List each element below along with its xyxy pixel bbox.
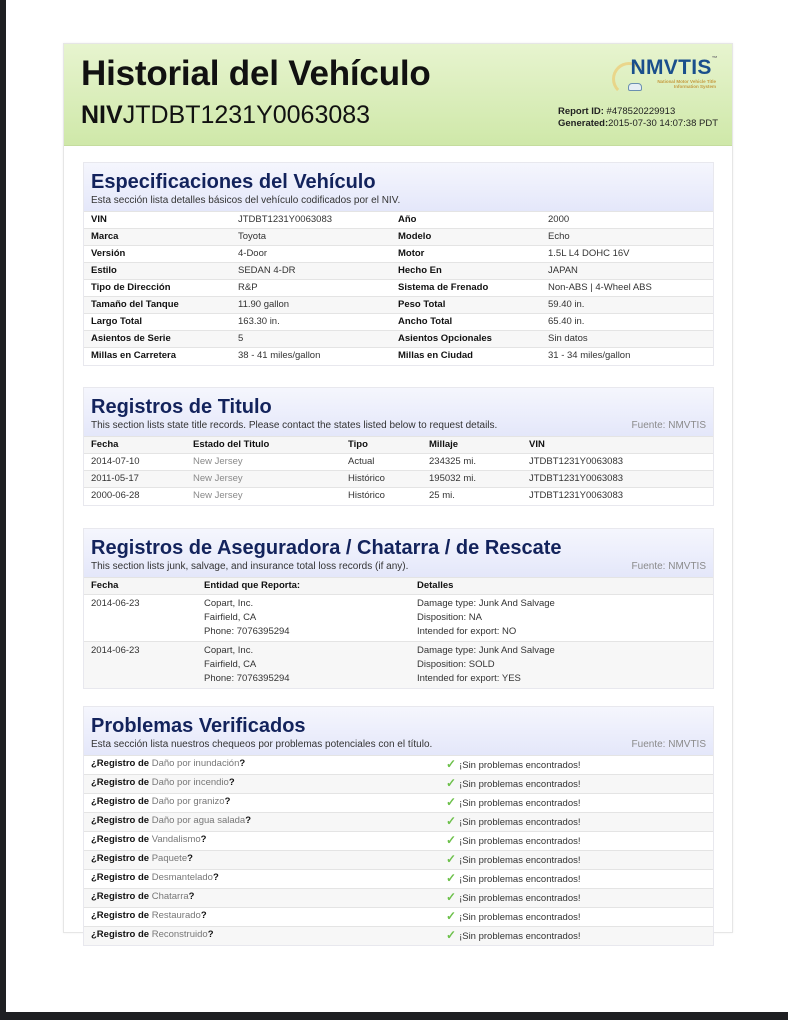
spec-label: Millas en Ciudad (391, 348, 541, 365)
spec-row (84, 263, 713, 280)
spec-value: 163.30 in. (231, 314, 391, 331)
check-result-text: ¡Sin problemas encontrados! (459, 855, 581, 866)
check-prefix: ¿Registro de (91, 777, 152, 788)
spec-value: Sin datos (541, 331, 713, 348)
logo-subtitle-1: National Motor Vehicle Title (657, 79, 716, 84)
table-cell: Histórico (341, 471, 422, 488)
check-row (84, 813, 713, 832)
checkmark-icon: ✓ (446, 757, 457, 771)
document-page (6, 0, 788, 1012)
check-question (84, 775, 439, 794)
spec-label: Sistema de Frenado (391, 280, 541, 297)
check-topic: Restaurado (151, 910, 201, 921)
check-topic: Daño por incendio (151, 777, 229, 788)
entity-line: Fairfield, CA (204, 659, 257, 670)
column-header: Detalles (410, 578, 713, 595)
salvage-records-header (84, 529, 713, 577)
check-row (84, 851, 713, 870)
detail-line: Intended for export: NO (417, 626, 517, 637)
check-prefix: ¿Registro de (91, 910, 152, 921)
check-topic: Vandalismo (151, 834, 201, 845)
check-suffix: ? (245, 815, 252, 826)
report-id-label: Report ID: (557, 106, 604, 117)
spec-label: Millas en Carretera (84, 348, 231, 365)
report-meta (558, 106, 718, 130)
spec-value: 31 - 34 miles/gallon (541, 348, 713, 365)
check-suffix: ? (224, 796, 231, 807)
check-row (84, 756, 713, 775)
nmvtis-logo: NMVTIS™ National Motor Vehicle Title Information System (608, 56, 718, 96)
spec-value: R&P (231, 280, 391, 297)
title-record-row (84, 488, 713, 505)
spec-label: Estilo (84, 263, 231, 280)
entity-line: Fairfield, CA (204, 612, 257, 623)
check-result (439, 794, 713, 813)
check-result (439, 889, 713, 908)
check-row (84, 794, 713, 813)
reporting-entity (197, 595, 410, 642)
report-id: #478520229913 (606, 106, 676, 117)
check-question (84, 908, 439, 927)
check-suffix: ? (239, 758, 246, 769)
generated-label: Generated: (557, 118, 609, 129)
spec-label: Tamaño del Tanque (84, 297, 231, 314)
check-prefix: ¿Registro de (91, 872, 152, 883)
section-description: This section lists state title records. Please contact the states listed below to request details. (91, 420, 498, 431)
record-details (410, 595, 713, 642)
entity-line: Phone: 7076395294 (204, 673, 290, 684)
check-prefix: ¿Registro de (91, 796, 152, 807)
check-row (84, 870, 713, 889)
salvage-records-table (84, 577, 713, 688)
vehicle-history-report (63, 43, 733, 942)
check-result-text: ¡Sin problemas encontrados! (459, 874, 581, 885)
spec-row (84, 348, 713, 365)
check-result (439, 870, 713, 889)
table-cell: 2000-06-28 (84, 488, 186, 505)
check-prefix: ¿Registro de (91, 758, 152, 769)
column-header: Estado del Titulo (186, 437, 341, 454)
column-header: Fecha (84, 437, 186, 454)
reporting-entity (197, 642, 410, 689)
check-suffix: ? (200, 834, 207, 845)
source-label: Fuente: NMVTIS (631, 420, 706, 431)
section-title: Registros de Aseguradora / Chatarra / de Rescate (91, 537, 562, 559)
check-suffix: ? (187, 853, 193, 864)
check-suffix: ? (188, 891, 195, 902)
table-cell: New Jersey (186, 471, 341, 488)
check-row (84, 832, 713, 851)
checkmark-icon: ✓ (446, 928, 457, 942)
check-question (84, 851, 439, 870)
check-suffix: ? (212, 872, 219, 883)
check-result (439, 851, 713, 870)
check-question (84, 832, 439, 851)
spec-label: Asientos de Serie (84, 331, 231, 348)
checkmark-icon: ✓ (446, 909, 457, 923)
check-result (439, 813, 713, 832)
spec-value: JTDBT1231Y0063083 (231, 212, 391, 229)
detail-line: Damage type: Junk And Salvage (417, 598, 555, 609)
spec-label: Marca (84, 229, 231, 246)
check-result (439, 775, 713, 794)
record-date: 2014-06-23 (84, 595, 197, 642)
check-result-text: ¡Sin problemas encontrados! (459, 893, 581, 904)
spec-label: Asientos Opcionales (391, 331, 541, 348)
table-cell: New Jersey (186, 454, 341, 471)
check-prefix: ¿Registro de (91, 815, 152, 826)
spec-label: Tipo de Dirección (84, 280, 231, 297)
check-result (439, 756, 713, 775)
spec-value: 4-Door (231, 246, 391, 263)
section-title: Especificaciones del Vehículo (91, 171, 376, 193)
spec-value: Toyota (231, 229, 391, 246)
generated-timestamp: 2015-07-30 14:07:38 PDT (608, 118, 718, 129)
spec-value: Echo (541, 229, 713, 246)
check-prefix: ¿Registro de (91, 834, 152, 845)
checkmark-icon: ✓ (446, 795, 457, 809)
title-records-table (84, 436, 713, 505)
section-description: This section lists junk, salvage, and insurance total loss records (if any). (91, 561, 409, 572)
detail-line: Disposition: NA (417, 612, 482, 623)
table-cell: 2014-07-10 (84, 454, 186, 471)
verified-problems-section (83, 706, 714, 946)
section-description: Esta sección lista detalles básicos del vehículo codificados por el NIV. (91, 195, 401, 206)
verified-problems-table (84, 755, 713, 945)
check-result-text: ¡Sin problemas encontrados! (459, 760, 581, 771)
section-title: Registros de Titulo (91, 396, 272, 418)
spec-label: Modelo (391, 229, 541, 246)
niv-label: NIV (81, 101, 123, 129)
check-row (84, 927, 713, 946)
spec-value: 59.40 in. (541, 297, 713, 314)
check-topic: Reconstruido (151, 929, 208, 940)
check-prefix: ¿Registro de (91, 853, 152, 864)
check-row (84, 908, 713, 927)
check-result-text: ¡Sin problemas encontrados! (459, 798, 581, 809)
spec-label: Año (391, 212, 541, 229)
check-question (84, 870, 439, 889)
detail-line: Damage type: Junk And Salvage (417, 645, 555, 656)
spec-row (84, 212, 713, 229)
section-description: Esta sección lista nuestros chequeos por problemas potenciales con el título. (91, 739, 433, 750)
check-row (84, 775, 713, 794)
check-question (84, 889, 439, 908)
verified-problems-header (84, 707, 713, 755)
entity-line: Phone: 7076395294 (204, 626, 290, 637)
spec-label: Peso Total (391, 297, 541, 314)
check-suffix: ? (228, 777, 235, 788)
check-result (439, 908, 713, 927)
spec-label: Versión (84, 246, 231, 263)
check-topic: Chatarra (151, 891, 189, 902)
checkmark-icon: ✓ (446, 852, 457, 866)
spec-label: Largo Total (84, 314, 231, 331)
salvage-record-row (84, 595, 713, 642)
checkmark-icon: ✓ (446, 871, 457, 885)
title-records-section (83, 387, 714, 506)
check-result-text: ¡Sin problemas encontrados! (459, 817, 581, 828)
check-topic: Desmantelado (151, 872, 213, 883)
check-result-text: ¡Sin problemas encontrados! (459, 912, 581, 923)
spec-label: VIN (84, 212, 231, 229)
spec-label: Ancho Total (391, 314, 541, 331)
title-record-row (84, 454, 713, 471)
salvage-records-section (83, 528, 714, 689)
check-row (84, 889, 713, 908)
checkmark-icon: ✓ (446, 776, 457, 790)
spec-value: 38 - 41 miles/gallon (231, 348, 391, 365)
niv-value: JTDBT1231Y0063083 (122, 101, 371, 129)
source-label: Fuente: NMVTIS (631, 739, 706, 750)
table-cell: JTDBT1231Y0063083 (522, 488, 713, 505)
check-result (439, 927, 713, 946)
check-prefix: ¿Registro de (91, 891, 152, 902)
table-cell: 195032 mi. (422, 471, 522, 488)
column-header: Millaje (422, 437, 522, 454)
check-topic: Paquete (151, 853, 188, 864)
detail-line: Disposition: SOLD (417, 659, 495, 670)
table-cell: New Jersey (186, 488, 341, 505)
table-cell: 25 mi. (422, 488, 522, 505)
logo-mark: NMVTIS (630, 56, 712, 79)
check-prefix: ¿Registro de (91, 929, 152, 940)
spec-row (84, 297, 713, 314)
checkmark-icon: ✓ (446, 890, 457, 904)
spec-value: 5 (231, 331, 391, 348)
check-question (84, 756, 439, 775)
check-topic: Daño por granizo (151, 796, 225, 807)
check-result-text: ¡Sin problemas encontrados! (459, 836, 581, 847)
spec-row (84, 280, 713, 297)
logo-car-icon (628, 83, 642, 91)
table-cell: Actual (341, 454, 422, 471)
checkmark-icon: ✓ (446, 814, 457, 828)
column-header: VIN (522, 437, 713, 454)
spec-label: Hecho En (391, 263, 541, 280)
spec-value: JAPAN (541, 263, 713, 280)
check-suffix: ? (200, 910, 207, 921)
spec-row (84, 246, 713, 263)
column-header: Entidad que Reporta: (197, 578, 410, 595)
title-record-row (84, 471, 713, 488)
report-header (64, 44, 732, 146)
entity-line: Copart, Inc. (204, 598, 254, 609)
record-date: 2014-06-23 (84, 642, 197, 689)
specs-header (84, 163, 713, 211)
check-topic: Daño por agua salada (151, 815, 246, 826)
table-cell: Histórico (341, 488, 422, 505)
check-result-text: ¡Sin problemas encontrados! (459, 779, 581, 790)
column-header: Tipo (341, 437, 422, 454)
table-cell: JTDBT1231Y0063083 (522, 471, 713, 488)
spec-row (84, 314, 713, 331)
title-records-header (84, 388, 713, 436)
spec-value: 1.5L L4 DOHC 16V (541, 246, 713, 263)
table-cell: JTDBT1231Y0063083 (522, 454, 713, 471)
spec-row (84, 229, 713, 246)
salvage-record-row (84, 642, 713, 689)
spec-value: SEDAN 4-DR (231, 263, 391, 280)
detail-line: Intended for export: YES (417, 673, 521, 684)
source-label: Fuente: NMVTIS (631, 561, 706, 572)
entity-line: Copart, Inc. (204, 645, 254, 656)
report-title: Historial del Vehículo (81, 54, 431, 93)
check-result (439, 832, 713, 851)
specs-table (84, 211, 713, 365)
check-question (84, 813, 439, 832)
check-result-text: ¡Sin problemas encontrados! (459, 931, 581, 942)
niv-number (81, 101, 370, 130)
record-details (410, 642, 713, 689)
check-topic: Daño por inundación (151, 758, 240, 769)
spec-value: 2000 (541, 212, 713, 229)
spec-row (84, 331, 713, 348)
column-header: Fecha (84, 578, 197, 595)
spec-value: 65.40 in. (541, 314, 713, 331)
specs-section (83, 162, 714, 366)
check-suffix: ? (207, 929, 214, 940)
check-question (84, 927, 439, 946)
logo-subtitle-2: Information System (673, 84, 716, 89)
spec-value: Non-ABS | 4-Wheel ABS (541, 280, 713, 297)
section-title: Problemas Verificados (91, 715, 306, 737)
spec-label: Motor (391, 246, 541, 263)
spec-value: 11.90 gallon (231, 297, 391, 314)
table-cell: 234325 mi. (422, 454, 522, 471)
checkmark-icon: ✓ (446, 833, 457, 847)
check-question (84, 794, 439, 813)
table-cell: 2011-05-17 (84, 471, 186, 488)
